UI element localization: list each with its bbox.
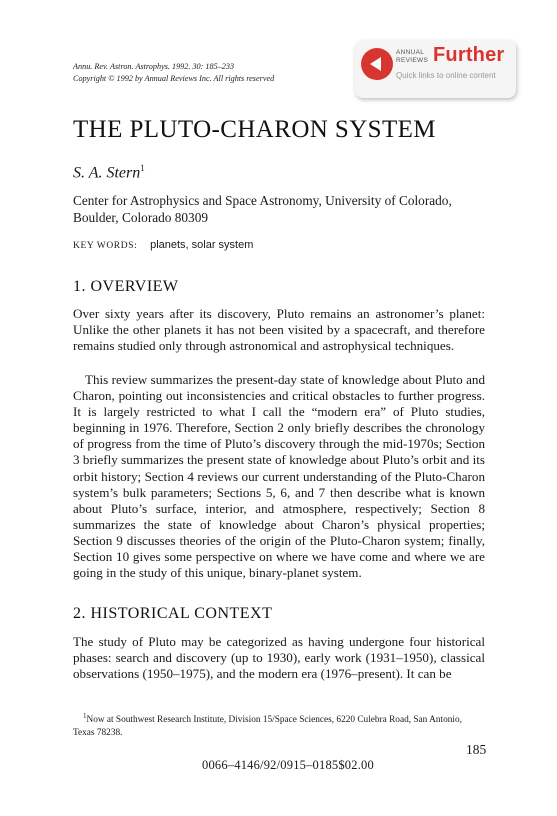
keywords-label: KEY WORDS: [73, 241, 138, 251]
article-code: 0066–4146/92/0915–0185$02.00 [202, 758, 374, 772]
copyright-line: Copyright © 1992 by Annual Reviews Inc. All rights reserved [73, 73, 275, 83]
author-name: S. A. Stern [73, 164, 141, 182]
author-affiliation: Center for Astrophysics and Space Astronomy, University of Colorado, Boulder, Colorado 80309 [73, 193, 452, 225]
journal-citation [73, 61, 353, 84]
section-heading-overview: 1. OVERVIEW [73, 278, 179, 295]
badge-brand-label: ANNUAL REVIEWS [396, 49, 429, 64]
keywords-line [73, 239, 253, 251]
paragraph: Over sixty years after its discovery, Pluto remains an astronomer’s planet: Unlike the other planets it has not been visited by a spacecraft, and therefore remains studied only through astronomical and astrophysical techniques. [73, 306, 485, 354]
journal-line: Annu. Rev. Astron. Astrophys. 1992. 30: 185–233 [73, 62, 235, 71]
footnote-mark: 1 [83, 712, 87, 720]
badge-subtitle: Quick links to online content [396, 71, 496, 80]
author-footnote-mark: 1 [140, 163, 145, 173]
footnote [73, 710, 485, 740]
keywords-value: planets, solar system [150, 239, 254, 251]
annual-reviews-further-badge[interactable] [355, 40, 516, 98]
paragraph: This review summarizes the present-day state of knowledge about Pluto and Charon, pointing out inconsistencies and critical obstacles to further progress. It is largely restricted to what I call the “modern era” of Pluto studies, beginning in 1976. Therefore, Section 2 only briefly describes the chronology of progress from the time of Pluto’s discovery through the mid-1970s; Section 3 briefly summarizes the present state of knowledge about Pluto’s orbit and its orbit history; Section 4 reviews our current understanding of the Pluto-Charon system’s bulk parameters; Sections 5, 6, and 7 then describe what is known about Pluto’s surface, interior, and atmosphere, respectively; Section 8 summarizes the state of knowledge about Charon’s physical properties; Section 9 discusses theories of the origin of the Pluto-Charon system; finally, Section 10 gives some perspective on where we have come and where we are going in the study of this unique, binary-planet system. [73, 372, 485, 581]
article-author [73, 163, 145, 182]
back-arrow-icon [361, 48, 393, 80]
page-number: 185 [466, 742, 487, 757]
section-heading-historical-context: 2. HISTORICAL CONTEXT [73, 605, 273, 622]
paragraph: The study of Pluto may be categorized as having undergone four historical phases: search and discovery (up to 1930), early work (1931–1950), classical observations (1950–1975), and the modern era (1976–present). It can be [73, 634, 485, 682]
article-title: THE PLUTO-CHARON SYSTEM [73, 116, 436, 143]
badge-further-label: Further [433, 44, 505, 66]
footnote-text: Now at Southwest Research Institute, Division 15/Space Sciences, 6220 Culebra Road, San Antonio, Texas 78238. [73, 715, 462, 739]
